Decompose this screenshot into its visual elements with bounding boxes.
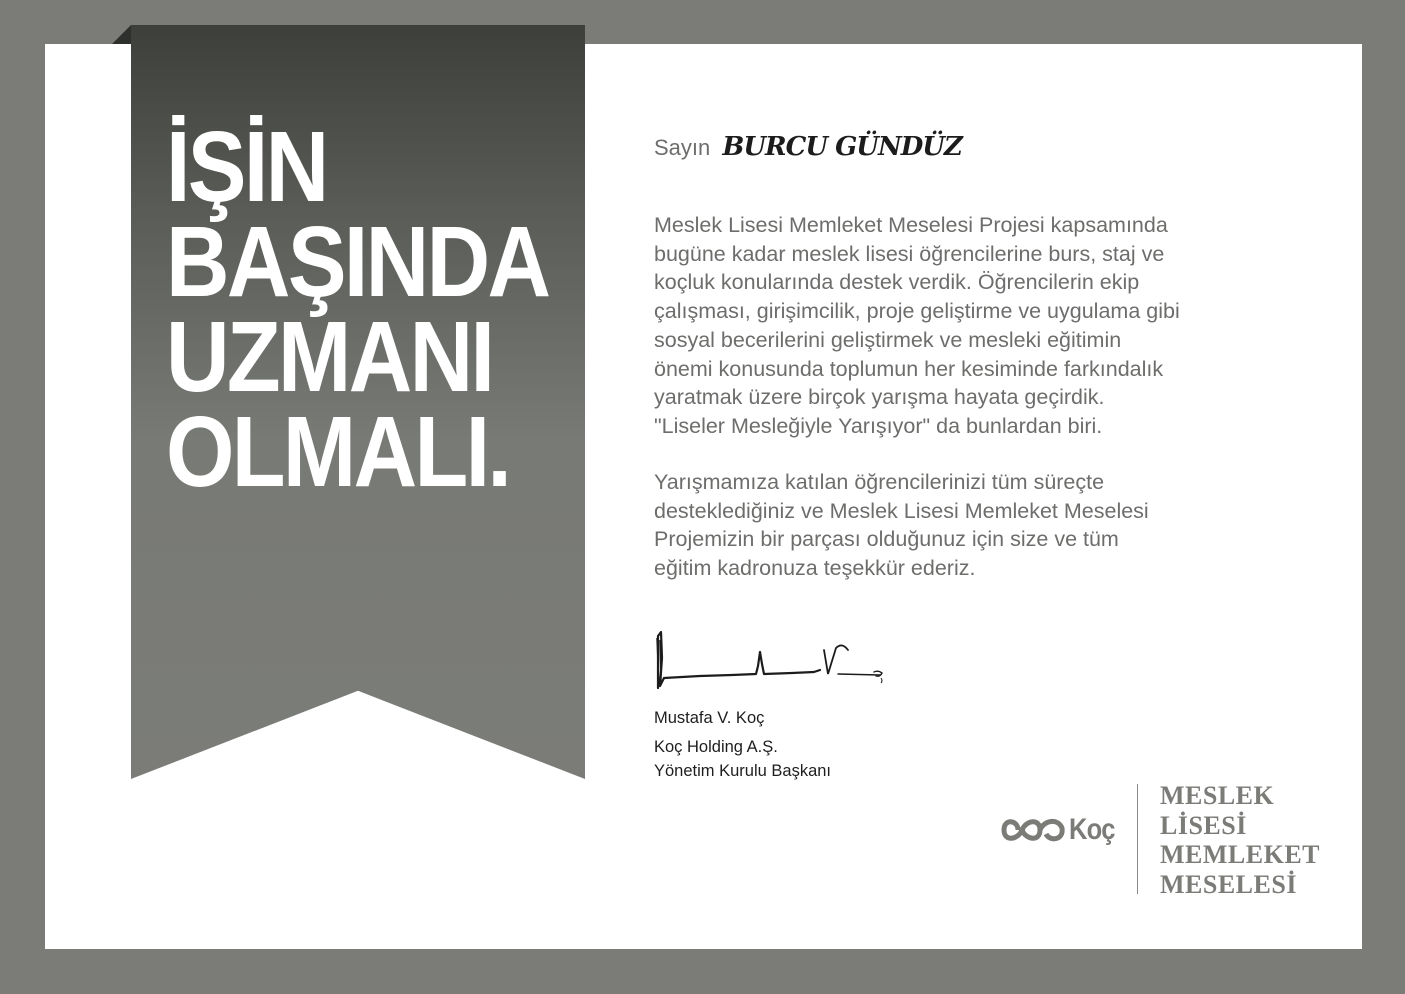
headline-line: BAŞINDA	[166, 206, 549, 318]
ribbon-fold	[112, 25, 131, 44]
koc-logo	[1000, 810, 1123, 850]
salutation-prefix: Sayın	[654, 135, 711, 160]
headline	[166, 111, 549, 508]
project-logo-line: MEMLEKET	[1160, 840, 1321, 869]
recipient-name: BURCU GÜNDÜZ	[722, 132, 962, 162]
signatory-name: Mustafa V. Koç	[654, 709, 765, 727]
headline-line: OLMALI.	[166, 396, 510, 508]
koc-infinity-icon	[1000, 810, 1066, 850]
koc-wordmark: Koç	[1069, 813, 1115, 846]
salutation	[654, 132, 962, 162]
project-logo-line: MESELESİ	[1160, 869, 1297, 899]
letter-paragraph-2: Yarışmamıza katılan öğrencilerinizi tüm süreçte desteklediğiniz ve Meslek Lisesi Memleket Meselesi Projemizin bir parçası olduğunuz için size ve tüm eğitim kadronuza teşekkür ederiz.	[654, 470, 1149, 581]
signatory-company: Koç Holding A.Ş.	[654, 738, 778, 756]
headline-line: UZMANI	[166, 301, 493, 413]
logo-divider	[1137, 784, 1138, 894]
letter-paragraph-1: Meslek Lisesi Memleket Meselesi Projesi kapsamında bugüne kadar meslek lisesi öğrencilerine burs, staj ve koçluk konularında destek verdik. Öğrencilerin ekip çalışması, girişimcilik, proje geliştirme ve uygulama gibi sosyal becerilerini geliştirmek ve mesleki eğitimin önemi konusunda toplumun her kesiminde farkındalık yaratmak üzere birçok yarışma hayata geçirdik. "Liseler Mesleğiyle Yarışıyor" da bunlardan biri.	[654, 213, 1180, 438]
signatory-title: Yönetim Kurulu Başkanı	[654, 762, 832, 780]
project-logo-line: LİSESİ	[1160, 810, 1247, 840]
project-logo	[1160, 781, 1320, 899]
headline-line: İŞİN	[166, 111, 327, 223]
signature-image	[652, 628, 892, 694]
project-logo-line: MESLEK	[1160, 781, 1275, 810]
